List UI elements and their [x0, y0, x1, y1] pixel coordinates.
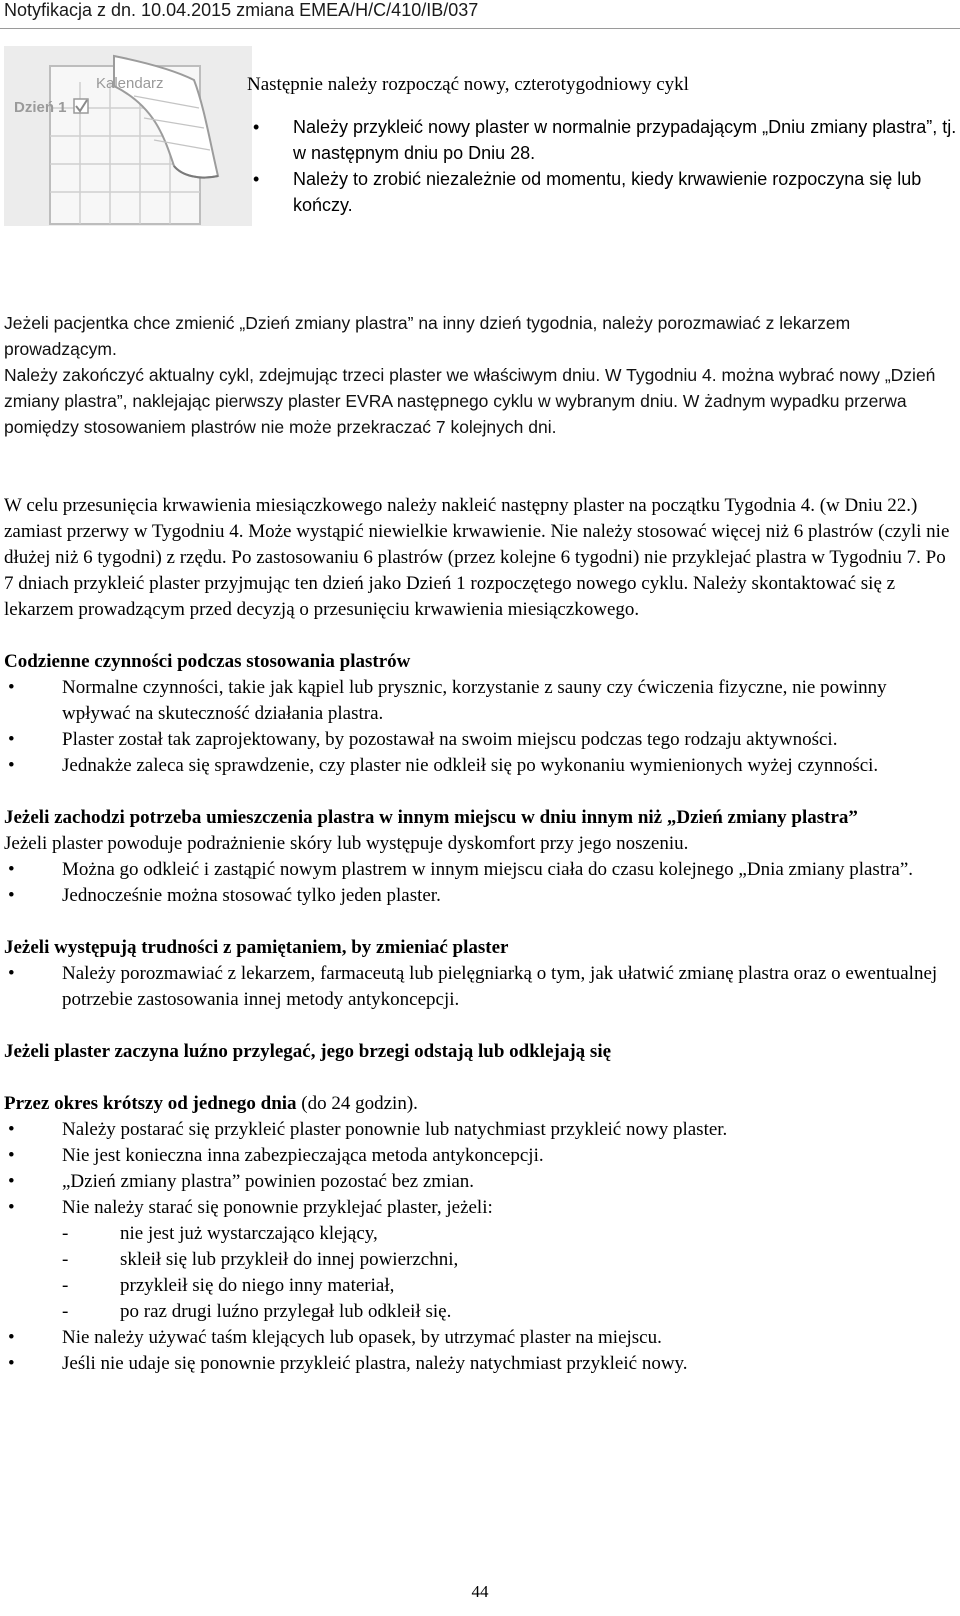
list-item: • Można go odkleić i zastąpić nowym plastrem w innym miejscu ciała do czasu kolejnego „Dnia zmiany plastra”.	[8, 859, 914, 880]
dash-item: - przykleił się do niego inny materiał,	[62, 1275, 395, 1296]
section-heading: Jeżeli zachodzi potrzeba umieszczenia plastra w innym miejscu w dniu innym niż „Dzień zmiany plastra”	[4, 807, 858, 828]
new-cycle-lead: Następnie należy rozpocząć nowy, czterotygodniowy cykl	[247, 74, 689, 95]
dash-item: - po raz drugi luźno przylegał lub odkleił się.	[62, 1301, 452, 1322]
loose-patch-section	[4, 1039, 954, 1065]
list-item: • Jeśli nie udaje się ponownie przykleić plastra, należy natychmiast przykleić nowy.	[8, 1353, 688, 1374]
list-item: • Jednocześnie można stosować tylko jeden plaster.	[8, 885, 441, 906]
list-item: • Należy postarać się przykleić plaster ponownie lub natychmiast przykleić nowy plaster.	[8, 1119, 728, 1140]
other-place-section	[4, 805, 954, 909]
list-item: • Nie należy starać się ponownie przyklejać plaster, jeżeli:	[8, 1197, 493, 1218]
change-day-paragraph: Jeżeli pacjentka chce zmienić „Dzień zmiany plastra” na inny dzień tygodnia, należy porozmawiać z lekarzem prowadzącym.	[4, 313, 851, 359]
list-item: • Plaster został tak zaprojektowany, by pozostawał na swoim miejscu podczas tego rodzaju aktywności.	[8, 729, 838, 750]
list-item: • Normalne czynności, takie jak kąpiel lub prysznic, korzystanie z sauny czy ćwiczenia fizyczne, nie powinny wpływać na skuteczność działania plastra.	[8, 677, 887, 724]
remembering-section	[4, 935, 954, 1013]
short-period-section	[4, 1091, 954, 1377]
main-content	[4, 493, 954, 1377]
list-item: • Należy to zrobić niezależnie od momentu, kiedy krwawienie rozpoczyna się lub kończy.	[253, 169, 922, 215]
finish-cycle-paragraph: Należy zakończyć aktualny cykl, zdejmując trzeci plaster we właściwym dniu. W Tygodniu 4. można wybrać nowy „Dzień zmiany plastra”, naklejając pierwszy plaster EVRA następnego cyklu w wybranym dniu. W żadnym wypadku przerwa pomiędzy stosowaniem plastrów nie może przekraczać 7 kolejnych dni.	[4, 365, 936, 437]
shift-bleeding-paragraph: W celu przesunięcia krwawienia miesiączkowego należy nakleić następny plaster na początku Tygodnia 4. (w Dniu 22.) zamiast przerwy w Tygodniu 4. Może wystąpić niewielkie krwawienie. Nie należy stosować więcej niż 6 plastrów (czyli nie dłużej niż 6 tygodni) z rzędu. Po zastosowaniu 6 plastrów (przez kolejne 6 tygodni) nie przyklejać plastra w Tygodniu 7. Po 7 dniach przykleić plaster przyjmując ten dzień jako Dzień 1 rozpoczętego nowego cyklu. Należy skontaktować się z lekarzem prowadzącym przed decyzją o przesunięciu krwawienia miesiączkowego.	[4, 495, 950, 620]
section-heading: Przez okres krótszy od jednego dnia (do 24 godzin).	[4, 1093, 418, 1114]
new-cycle-section	[247, 72, 957, 218]
change-day-section	[4, 310, 954, 440]
page-number: 44	[471, 1582, 489, 1601]
dash-item: - skleił się lub przykleił do innej powierzchni,	[62, 1249, 459, 1270]
section-heading: Codzienne czynności podczas stosowania plastrów	[4, 651, 411, 672]
section-intro: Jeżeli plaster powoduje podrażnienie skóry lub występuje dyskomfort przy jego noszeniu.	[4, 833, 689, 854]
daily-activities-section	[4, 649, 954, 779]
list-item: • Nie jest konieczna inna zabezpieczająca metoda antykoncepcji.	[8, 1145, 544, 1166]
dash-item: - nie jest już wystarczająco klejący,	[62, 1223, 378, 1244]
calendar-label: Kalendarz	[96, 75, 164, 92]
list-item: • Należy porozmawiać z lekarzem, farmaceutą lub pielęgniarką o tym, jak ułatwić zmianę plastra oraz o ewentualnej potrzebie zastosowania innej metody antykoncepcji.	[8, 963, 938, 1010]
list-item: • Jednakże zaleca się sprawdzenie, czy plaster nie odkleił się po wykonaniu wymienionych wyżej czynności.	[8, 755, 879, 776]
day-one-label: Dzień 1	[14, 99, 67, 116]
document-header: Notyfikacja z dn. 10.04.2015 zmiana EMEA/H/C/410/IB/037	[4, 0, 479, 20]
section-heading: Jeżeli plaster zaczyna luźno przylegać, jego brzegi odstają lub odklejają się	[4, 1041, 612, 1062]
list-item: • „Dzień zmiany plastra” powinien pozostać bez zmian.	[8, 1171, 475, 1192]
list-item: • Należy przykleić nowy plaster w normalnie przypadającym „Dniu zmiany plastra”, tj. w następnym dniu po Dniu 28.	[253, 117, 957, 163]
new-cycle-list	[247, 114, 957, 218]
header-divider	[0, 28, 960, 29]
section-heading: Jeżeli występują trudności z pamiętaniem, by zmieniać plaster	[4, 937, 509, 958]
calendar-illustration	[4, 46, 252, 226]
list-item: • Nie należy używać taśm klejących lub opasek, by utrzymać plaster na miejscu.	[8, 1327, 662, 1348]
